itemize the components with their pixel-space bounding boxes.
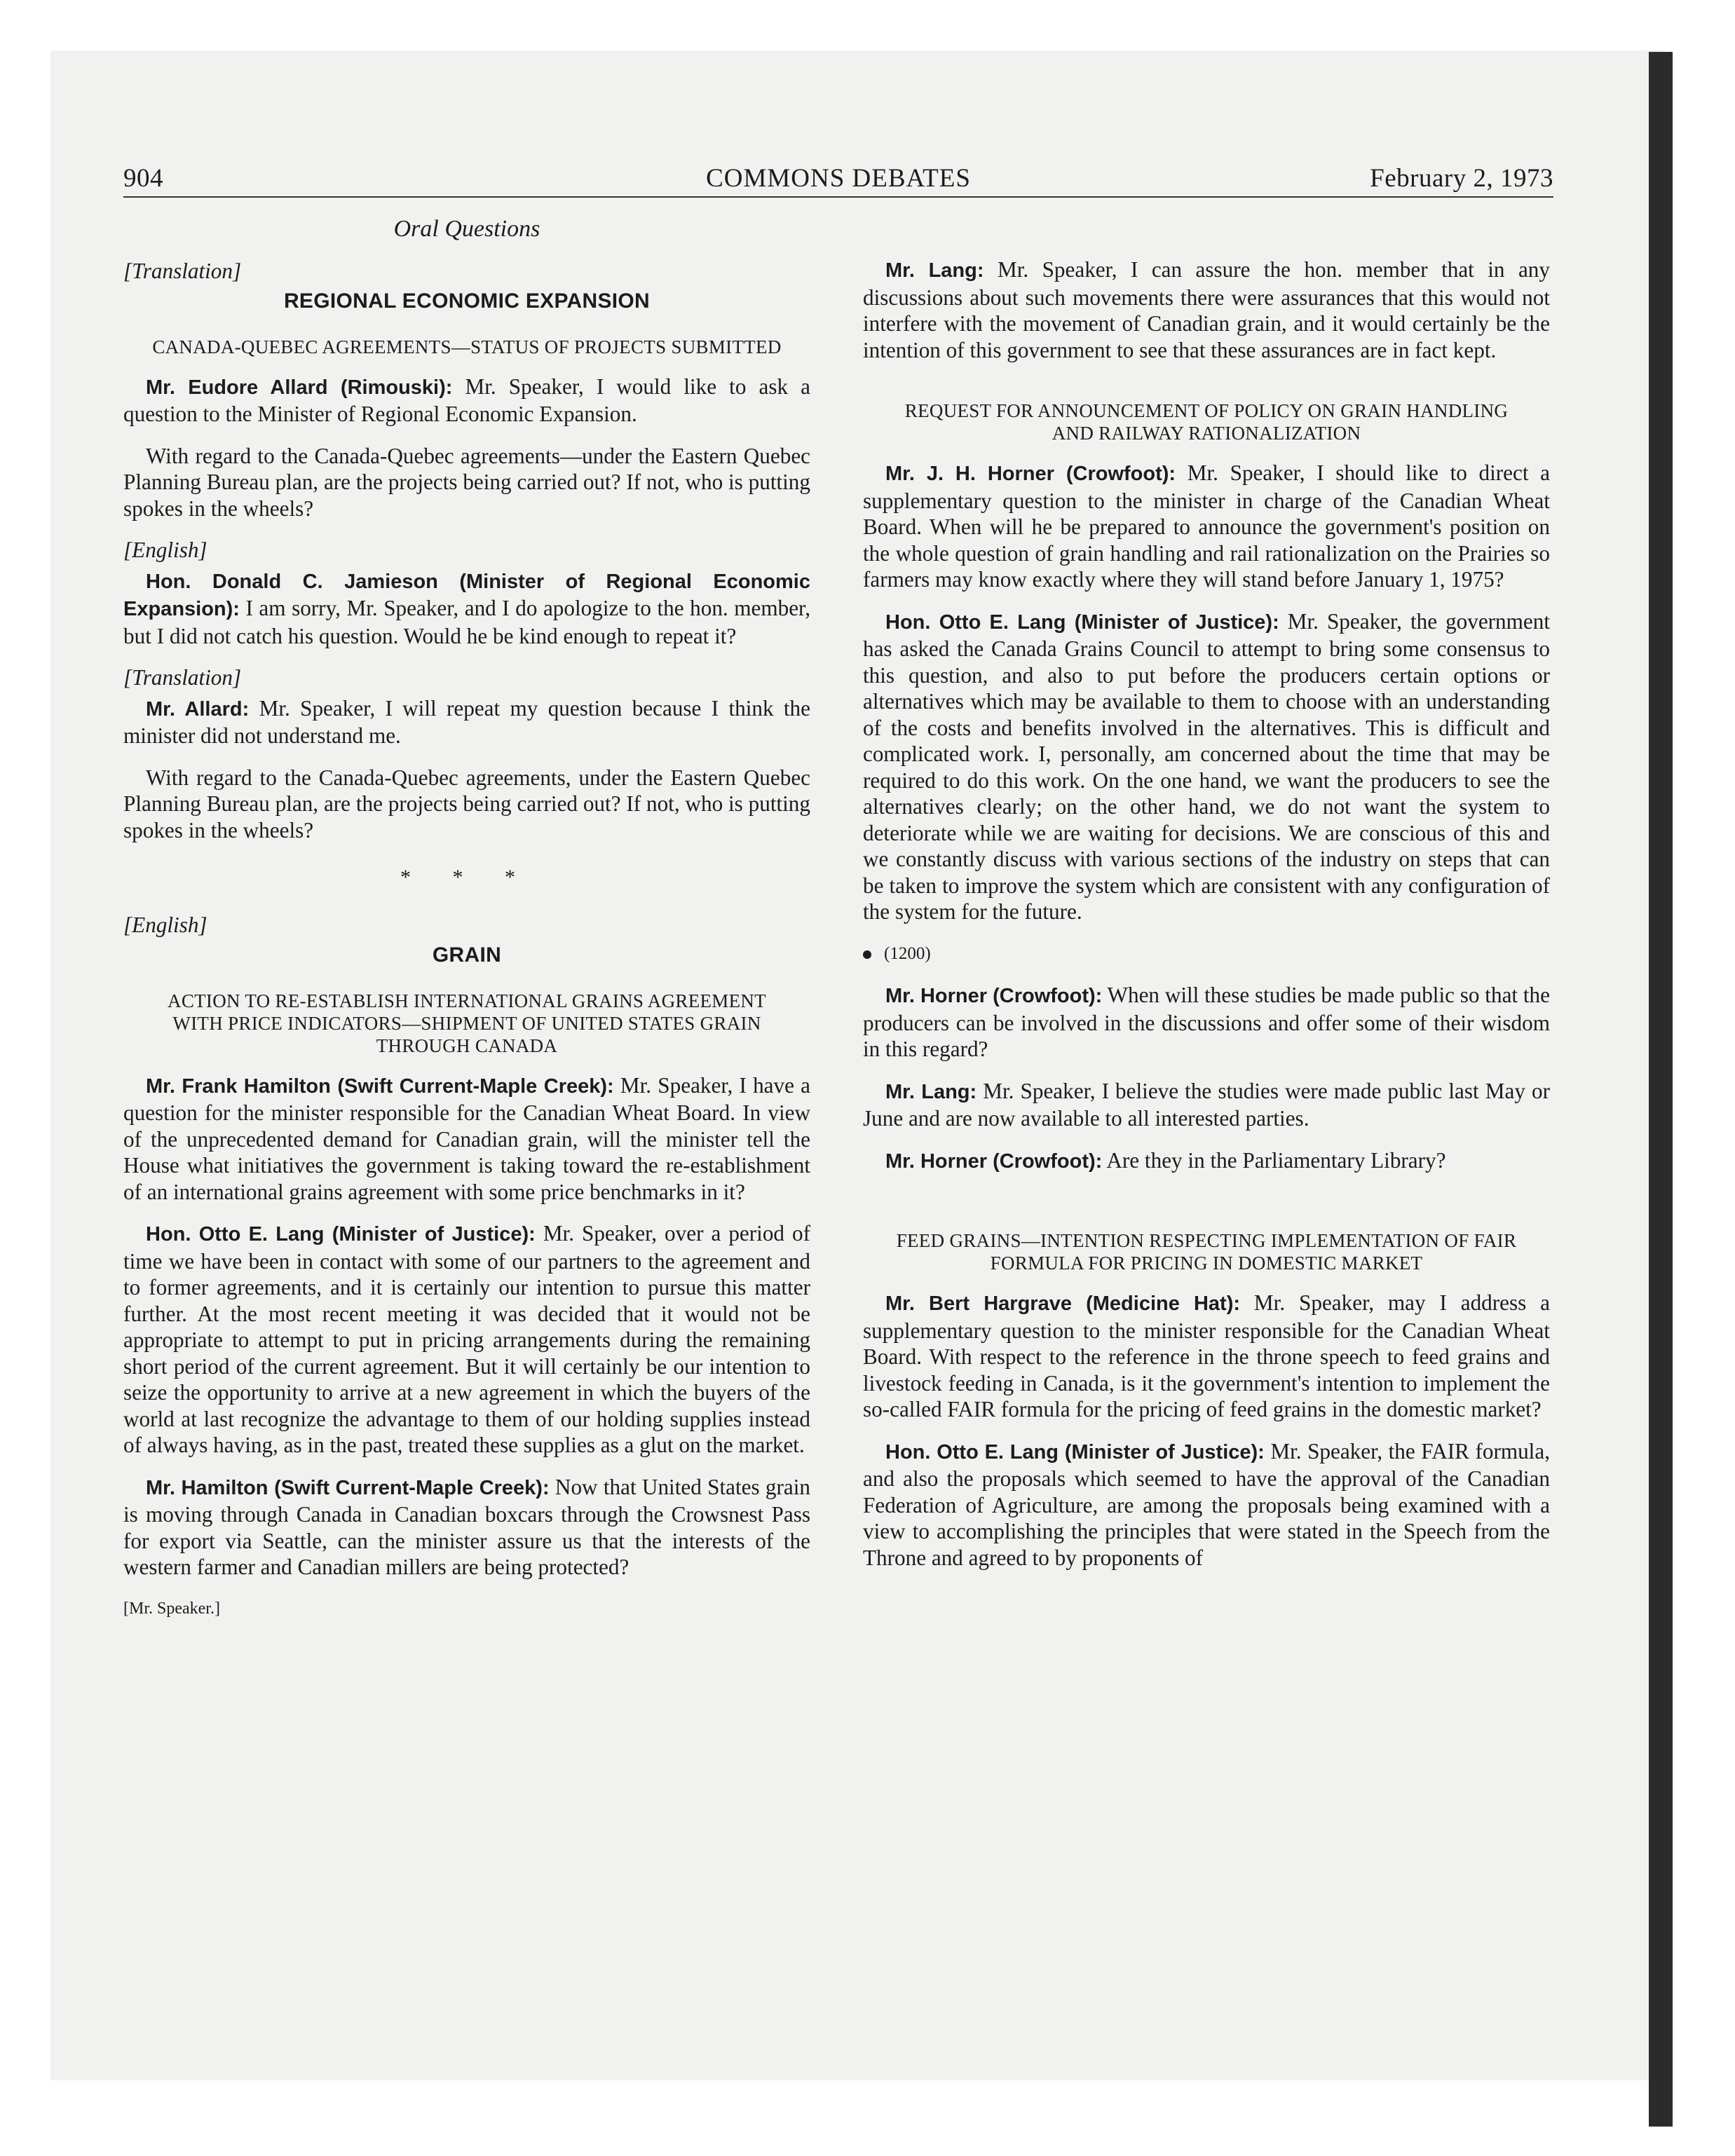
speech-text: With regard to the Canada-Quebec agreements—under the Eastern Quebec Planning Bureau plan, are the projects being carried out? If not, who is putting spokes in the wheels?	[123, 443, 810, 521]
language-note: [English]	[123, 538, 207, 562]
language-note: [Translation]	[123, 665, 242, 690]
speech-text: Are they in the Parliamentary Library?	[1102, 1147, 1446, 1173]
page-number: 904	[123, 164, 163, 193]
speech-paragraph	[863, 460, 1550, 593]
speaker-name: Mr. Allard:	[146, 697, 250, 721]
time-stamp	[863, 941, 1550, 967]
speech-text: Mr. Speaker, I believe the studies were made public last May or June and are now available to all interested parties.	[863, 1078, 1550, 1131]
speaker-name: Mr. Lang:	[885, 1080, 977, 1103]
speaker-name: Hon. Otto E. Lang (Minister of Justice):	[146, 1223, 536, 1246]
time-stamp-text: (1200)	[884, 943, 931, 963]
bullet-icon	[863, 950, 871, 959]
speaker-name: Mr. Bert Hargrave (Medicine Hat):	[885, 1292, 1241, 1315]
subsection-title: ACTION TO RE-ESTABLISH INTERNATIONAL GRAINS AGREEMENT WITH PRICE INDICATORS—SHIPMENT OF UNITED STATES GRAIN THROUGH CANADA	[168, 990, 766, 1056]
language-note: [English]	[123, 912, 207, 937]
speaker-name: Hon. Otto E. Lang (Minister of Justice):	[885, 610, 1279, 634]
right-column	[863, 216, 1550, 1586]
speech-text: Mr. Speaker, I can assure the hon. member that in any discussions about such movements there were assurances that this would not interfere with the movement of Canadian grain, and it would certainly be the intention of this government to see that these assurances are in fact kept.	[863, 257, 1550, 362]
speech-paragraph	[863, 608, 1550, 925]
running-head: Oral Questions	[393, 216, 540, 242]
speech-paragraph	[863, 1438, 1550, 1571]
section-title: REGIONAL ECONOMIC EXPANSION	[283, 289, 651, 313]
speech-text: Mr. Speaker, over a period of time we have been in contact with some of our partners to the agreement and to former agreements, and it is certainly our intention to pursue this matter further. At the most recent meeting it was decided that it would not be appropriate to attempt to put in pricing arrangements during the remaining short period of the current agreement. But it will certainly be our intention to seize the opportunity to arrive at a new agreement in which the buyers of the world at last recognize the advantage to them of our holding supplies instead of always having, as in the past, treated these supplies as a glut on the market.	[123, 1221, 810, 1457]
hansard-page	[123, 160, 1553, 1618]
speech-paragraph	[863, 1147, 1550, 1175]
speaker-name: Mr. J. H. Horner (Crowfoot):	[885, 463, 1176, 485]
left-column	[123, 216, 810, 1622]
subsection-title: REQUEST FOR ANNOUNCEMENT OF POLICY ON GRAIN HANDLING AND RAILWAY RATIONALIZATION	[904, 400, 1509, 444]
speech-text: Mr. Speaker, the government has asked the Canada Grains Council to attempt to bring some consensus to this question, and also to put before the producers certain options or alternatives which may be available to them to choose with an understanding of the costs and benefits involved in the alternatives. This is difficult and complicated work. I, personally, am concerned about the time that may be required to do this work. On the one hand, we want the producers to see the alternatives clearly; on the other hand, we do not want the system to deteriorate while we are waiting for decisions. We are conscious of this and we constantly discuss with various sections of the industry on steps that can be taken to improve the system which are consistent with any configuration of the system for the future.	[863, 608, 1551, 924]
speech-text: When will these studies be made public so that the producers can be involved in the discussions and offer some of their wisdom in this regard?	[863, 983, 1550, 1061]
speaker-name: Hon. Donald C. Jamieson (Minister of Regional Economic Expansion):	[123, 570, 810, 620]
subsection-title: CANADA-QUEBEC AGREEMENTS—STATUS OF PROJECTS SUBMITTED	[152, 336, 782, 357]
speech-paragraph	[123, 1072, 810, 1206]
speech-paragraph	[863, 1078, 1550, 1132]
continuation-footnote: [Mr. Speaker.]	[123, 1599, 220, 1618]
speaker-name: Mr. Lang:	[885, 259, 984, 282]
speech-paragraph	[123, 443, 810, 522]
speech-text: Mr. Speaker, I would like to ask a question to the Minister of Regional Economic Expansion.	[123, 374, 810, 426]
debate-date: February 2, 1973	[1370, 164, 1553, 193]
language-note: [Translation]	[123, 258, 242, 283]
speech-text: With regard to the Canada-Quebec agreements, under the Eastern Quebec Planning Bureau plan, are the projects being carried out? If not, who is putting spokes in the wheels?	[123, 765, 810, 842]
speech-paragraph	[123, 1474, 810, 1581]
speech-paragraph	[863, 1290, 1550, 1423]
scan-edge-shadow	[1649, 52, 1673, 2127]
section-gap	[863, 1190, 1550, 1229]
section-gap	[863, 378, 1550, 400]
section-title: GRAIN	[432, 943, 502, 967]
speech-paragraph	[863, 982, 1550, 1063]
section-separator: * * *	[400, 866, 533, 889]
speech-text: Mr. Speaker, the FAIR formula, and also the proposals which seemed to have the approval of the Canadian Federation of Agriculture, are among the proposals being examined with a view to accomplishing the principles that were stated in the Speech from the Throne and agreed to by proponents of	[863, 1438, 1550, 1570]
column-top-spacer	[863, 216, 1550, 257]
speaker-name: Mr. Hamilton (Swift Current-Maple Creek):	[146, 1476, 550, 1499]
speech-paragraph	[863, 257, 1550, 363]
speech-text: Mr. Speaker, may I address a supplementary question to the minister responsible for the Canadian Wheat Board. With respect to the reference in the throne speech to feed grains and livestock feeding in Canada, is it the government's intention to implement the so-called FAIR formula for the pricing of feed grains in the domestic market?	[863, 1290, 1551, 1421]
speech-paragraph	[123, 568, 810, 650]
speech-paragraph	[123, 765, 810, 844]
speech-text: Now that United States grain is moving through Canada in Canadian boxcars through the Crowsnest Pass for export via Seattle, can the minister assure us that the interests of the western farmer and Canadian millers are being protected?	[123, 1474, 810, 1579]
subsection-title: FEED GRAINS—INTENTION RESPECTING IMPLEMENTATION OF FAIR FORMULA FOR PRICING IN DOMESTIC MARKET	[896, 1230, 1517, 1274]
speaker-name: Hon. Otto E. Lang (Minister of Justice):	[885, 1440, 1265, 1464]
page-header	[123, 160, 1553, 198]
speaker-name: Mr. Frank Hamilton (Swift Current-Maple Creek):	[146, 1074, 614, 1098]
speech-paragraph	[123, 695, 810, 749]
speech-text: I am sorry, Mr. Speaker, and I do apologize to the hon. member, but I did not catch his question. Would he be kind enough to repeat it?	[123, 596, 810, 648]
speech-paragraph	[123, 1220, 810, 1459]
speaker-name: Mr. Horner (Crowfoot):	[885, 1149, 1103, 1173]
speaker-name: Mr. Horner (Crowfoot):	[885, 985, 1103, 1007]
speech-text: Mr. Speaker, I have a question for the minister responsible for the Canadian Wheat Board. In view of the unprecedented demand for Canadian grain, will the minister tell the House what initiatives the government is taking toward the re-establishment of an international grains agreement with some price benchmarks in it?	[123, 1072, 810, 1204]
speech-text: Mr. Speaker, I will repeat my question because I think the minister did not understand me.	[123, 695, 810, 748]
journal-title: COMMONS DEBATES	[706, 164, 971, 193]
speaker-name: Mr. Eudore Allard (Rimouski):	[146, 376, 453, 399]
speech-text: Mr. Speaker, I should like to direct a supplementary question to the minister in charge of the Canadian Wheat Board. When will he be prepared to announce the government's position on the whole question of grain handling and rail rationalization on the Prairies so farmers may know exactly where they will stand before January 1, 1975?	[863, 460, 1550, 592]
speech-paragraph	[123, 374, 810, 428]
